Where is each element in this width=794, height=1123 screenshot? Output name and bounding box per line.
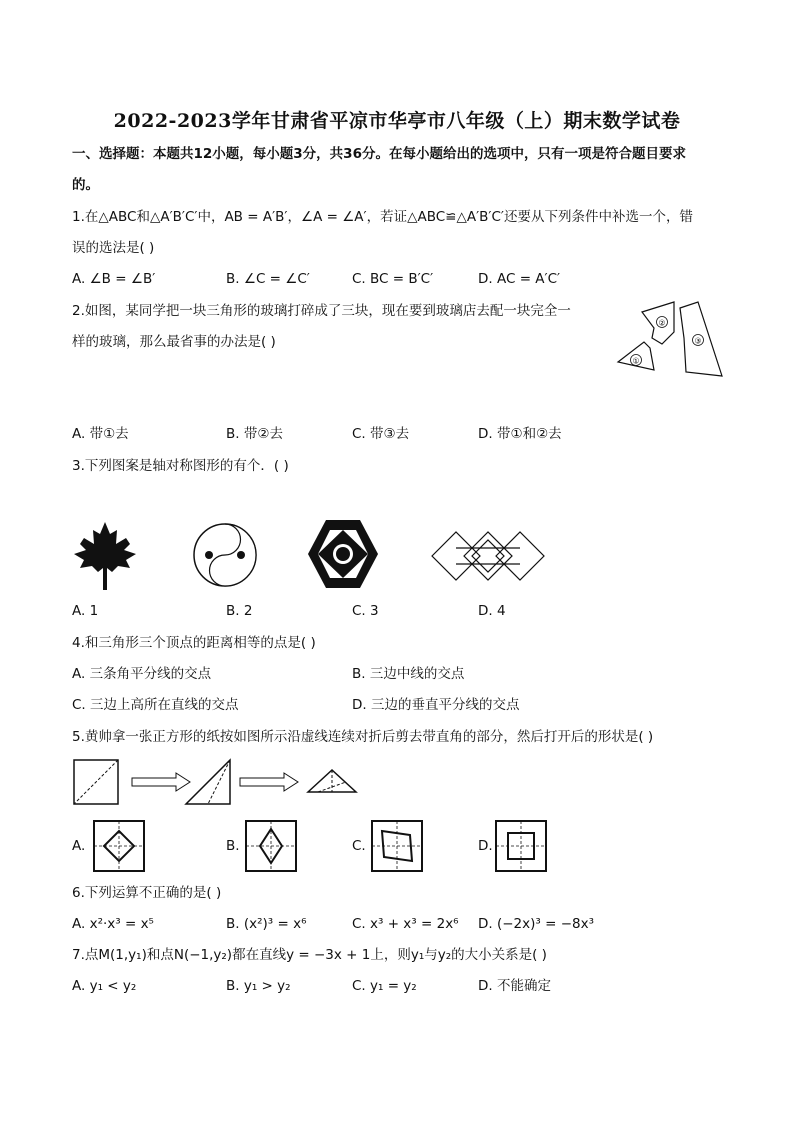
- q5-option-b-figure: [244, 819, 298, 873]
- q1-option-a[interactable]: A. ∠B = ∠B′: [72, 271, 156, 287]
- q4-stem: 4.和三角形三个顶点的距离相等的点是( ): [72, 635, 316, 651]
- exam-title: 2022-2023学年甘肃省平凉市华亭市八年级（上）期末数学试卷: [113, 110, 681, 132]
- q5-option-d[interactable]: D.: [478, 838, 493, 854]
- broken-glass-figure: [614, 300, 726, 382]
- q5-option-c[interactable]: C.: [352, 838, 366, 854]
- q3-option-d[interactable]: D. 4: [478, 603, 506, 619]
- q6-option-d[interactable]: D. (−2x)³ = −8x³: [478, 916, 595, 932]
- folding-process-figure: [72, 758, 372, 808]
- q3-option-b[interactable]: B. 2: [226, 603, 253, 619]
- q2-stem: 2.如图，某同学把一块三角形的玻璃打碎成了三块，现在要到玻璃店去配一块完全一: [72, 303, 571, 319]
- q4-option-c[interactable]: C. 三边上高所在直线的交点: [72, 697, 239, 713]
- q2-option-a[interactable]: A. 带①去: [72, 426, 129, 442]
- q6-option-c[interactable]: C. x³ + x³ = 2x⁶: [352, 916, 459, 932]
- q7-option-b[interactable]: B. y₁ > y₂: [226, 978, 291, 994]
- q6-stem: 6.下列运算不正确的是( ): [72, 885, 222, 901]
- q4-option-a[interactable]: A. 三条角平分线的交点: [72, 666, 212, 682]
- q6-option-b[interactable]: B. (x²)³ = x⁶: [226, 916, 307, 932]
- q2-option-b[interactable]: B. 带②去: [226, 426, 283, 442]
- q1-stem: 1.在△ABC和△A′B′C′中，AB = A′B′，∠A = ∠A′，若证△ABC≌△A′B′C′还要从下列条件中补选一个，错: [72, 209, 693, 225]
- q6-option-a[interactable]: A. x²·x³ = x⁵: [72, 916, 154, 932]
- q2-option-d[interactable]: D. 带①和②去: [478, 426, 562, 442]
- q1-option-c[interactable]: C. BC = B′C′: [352, 271, 434, 287]
- q5-option-b[interactable]: B.: [226, 838, 240, 854]
- knot-pattern-icon: [428, 528, 548, 584]
- q5-stem: 5.黄帅拿一张正方形的纸按如图所示沿虚线连续对折后剪去带直角的部分，然后打开后的形状是( ): [72, 729, 654, 745]
- figure-label-1: ①: [632, 356, 640, 366]
- q5-option-d-figure: [494, 819, 548, 873]
- q3-stem: 3.下列图案是轴对称图形的有个．( ): [72, 458, 289, 474]
- q4-option-b[interactable]: B. 三边中线的交点: [352, 666, 465, 682]
- q3-option-a[interactable]: A. 1: [72, 603, 99, 619]
- q1-stem-cont: 误的选法是( ): [72, 240, 155, 256]
- q5-option-a-figure: [92, 819, 146, 873]
- q5-option-a[interactable]: A.: [72, 838, 86, 854]
- section-heading: 一、选择题：本题共12小题，每小题3分，共36分。在每小题给出的选项中，只有一项是符合题目要求: [72, 146, 686, 162]
- yin-yang-icon: [192, 522, 258, 588]
- q1-option-d[interactable]: D. AC = A′C′: [478, 271, 561, 287]
- q2-option-c[interactable]: C. 带③去: [352, 426, 410, 442]
- figure-label-3: ③: [694, 336, 702, 346]
- hexagon-pattern-icon: [306, 518, 380, 590]
- q7-stem: 7.点M(1,y₁)和点N(−1,y₂)都在直线y = −3x + 1上，则y₁与y₂的大小关系是( ): [72, 947, 547, 963]
- q5-option-c-figure: [370, 819, 424, 873]
- q7-option-a[interactable]: A. y₁ < y₂: [72, 978, 137, 994]
- figure-label-2: ②: [658, 318, 666, 328]
- q2-stem-cont: 样的玻璃，那么最省事的办法是( ): [72, 334, 276, 350]
- q7-option-c[interactable]: C. y₁ = y₂: [352, 978, 417, 994]
- q7-option-d[interactable]: D. 不能确定: [478, 978, 551, 994]
- section-heading-cont: 的。: [72, 177, 99, 193]
- q3-option-c[interactable]: C. 3: [352, 603, 379, 619]
- q1-option-b[interactable]: B. ∠C = ∠C′: [226, 271, 310, 287]
- maple-leaf-icon: [70, 520, 140, 592]
- q4-option-d[interactable]: D. 三边的垂直平分线的交点: [352, 697, 520, 713]
